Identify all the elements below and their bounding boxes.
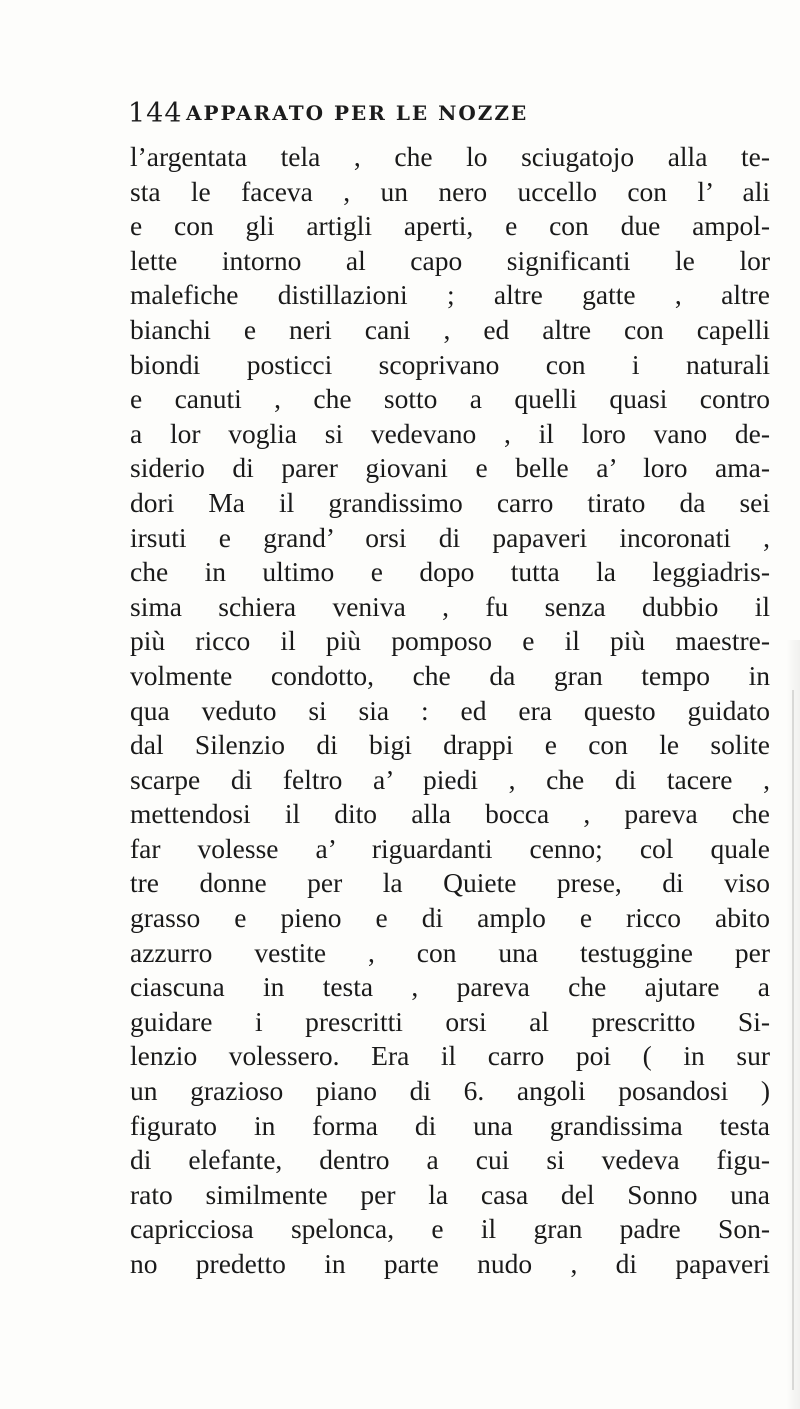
text-line: un grazioso piano di 6. angoli posandosi ) [130, 1075, 770, 1107]
text-line: figurato in forma di una grandissima testa [130, 1109, 770, 1141]
text-line: rato similmente per la casa del Sonno una [130, 1178, 770, 1210]
text-line: scarpe di feltro a’ piedi , che di tacere , [130, 763, 770, 795]
text-line: che in ultimo e dopo tutta la leggiadris- [130, 556, 770, 588]
text-line: capricciosa spelonca, e il gran padre Son- [130, 1213, 770, 1245]
text-line: guidare i prescritti orsi al prescritto Si- [130, 1005, 770, 1037]
text-line: far volesse a’ riguardanti cenno; col quale [130, 832, 770, 864]
text-line: a lor voglia si vedevano , il loro vano de- [130, 417, 770, 449]
text-line: sta le faceva , un nero uccello con l’ ali [130, 175, 770, 207]
text-line: bianchi e neri cani , ed altre con capelli [130, 313, 770, 345]
text-line: tre donne per la Quiete prese, di viso [130, 867, 770, 899]
running-head: APPARATO PER LE NOZZE [186, 101, 529, 125]
text-line: e con gli artigli aperti, e con due ampol- [130, 210, 770, 242]
text-line: siderio di parer giovani e belle a’ loro ama- [130, 452, 770, 484]
text-line: mettendosi il dito alla bocca , pareva che [130, 798, 770, 830]
text-line: azzurro vestite , con una testuggine per [130, 936, 770, 968]
body-text [130, 140, 770, 1282]
text-line: dal Silenzio di bigi drappi e con le solite [130, 729, 770, 761]
page-number: 144 [128, 98, 183, 129]
text-line: biondi posticci scoprivano con i naturali [130, 348, 770, 380]
text-line: sima schiera veniva , fu senza dubbio il [130, 590, 770, 622]
text-line: e canuti , che sotto a quelli quasi contro [130, 383, 770, 415]
text-line: dori Ma il grandissimo carro tirato da sei [130, 486, 770, 518]
page-edge-line [792, 690, 794, 1390]
text-line: malefiche distillazioni ; altre gatte , altre [130, 279, 770, 311]
page-header [128, 96, 778, 136]
text-line: volmente condotto, che da gran tempo in [130, 659, 770, 691]
text-line: più ricco il più pomposo e il più maestre- [130, 625, 770, 657]
text-line: irsuti e grand’ orsi di papaveri incoronati , [130, 521, 770, 553]
text-line: lette intorno al capo significanti le lor [130, 244, 770, 276]
text-line: di elefante, dentro a cui si vedeva figu- [130, 1144, 770, 1176]
text-line: lenzio volessero. Era il carro poi ( in sur [130, 1040, 770, 1072]
text-line: ciascuna in testa , pareva che ajutare a [130, 971, 770, 1003]
text-line: qua veduto si sia : ed era questo guidato [130, 694, 770, 726]
text-line: no predetto in parte nudo , di papaveri [130, 1248, 770, 1279]
text-line: l’argentata tela , che lo sciugatojo alla te- [130, 141, 770, 172]
text-line: grasso e pieno e di amplo e ricco abito [130, 902, 770, 934]
